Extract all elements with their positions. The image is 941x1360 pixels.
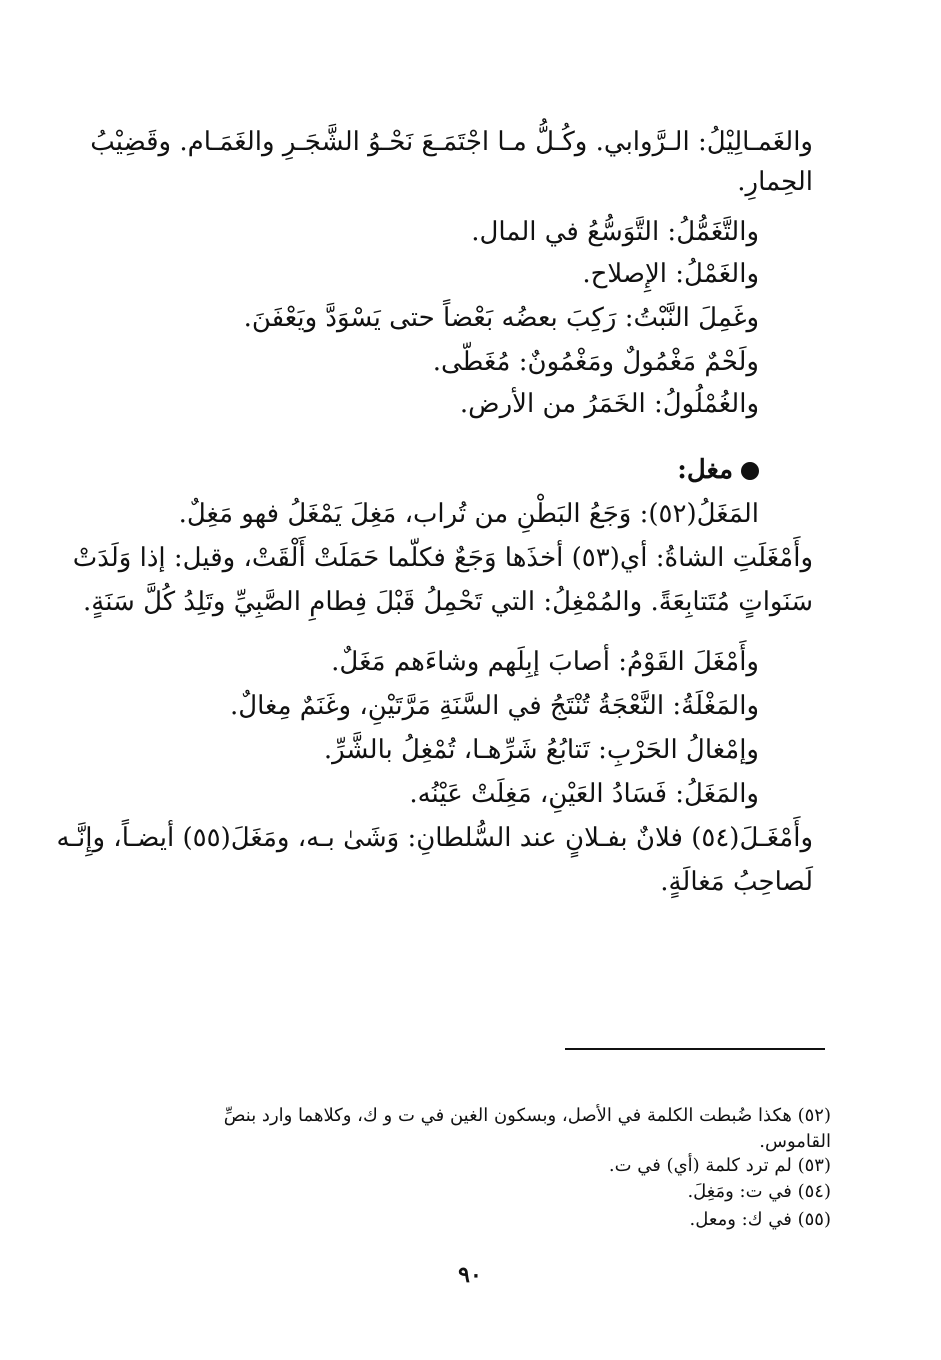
body-line: ولَحْمٌ مَغْمُولٌ ومَغْمُونٌ: مُغَطّى. [432, 347, 759, 377]
body-line: والغَمْلُ: الإِصلاح. [582, 259, 759, 289]
footnote: (٥٢) هكذا ضُبطت الكلمة في الأصل، وبسكون الغين في ت و ك، وكلاهما وارد بنصِّ [223, 1105, 831, 1126]
entry-line: وأَمْغَلَتِ الشاةُ: أي(٥٣) أخذَها وَجَعٌ فكلّما حَمَلَتْ أَلْقَتْ، وقيل: إذا وَلَدَتْ [72, 543, 813, 573]
entry-line: سَنَواتٍ مُتَتابِعَةً. والمُمْغِلُ: التي تَحْمِلُ قَبْلَ فِطامِ الصَّبِيِّ وتَلِدُ كُلَّ سَنَةٍ. [83, 587, 813, 617]
entry-line: والمَغَلُ: فَسَادُ العَيْنِ، مَغِلَتْ عَيْنُه. [409, 779, 759, 809]
footnote: (٥٤) في ت: ومَغِلَ. [687, 1181, 831, 1202]
entry-line: المَغَلُ(٥٢): وَجَعُ البَطْنِ من تُراب، مَغِلَ يَمْغَلُ فهو مَغِلٌ. [178, 499, 759, 529]
body-line: والتَّغَمُّلُ: التَّوَسُّعُ في المال. [471, 217, 759, 247]
entry-line: لَصاحِبُ مَغالَةٍ. [660, 867, 813, 897]
section-heading-text: مغل: [677, 455, 733, 485]
body-line: وغَمِلَ النَّبْتُ: رَكِبَ بعضُه بَعْضاً حتى يَسْوَدَّ ويَعْفَنَ. [243, 303, 759, 333]
body-line: الحِمارِ. [737, 167, 813, 197]
entry-line: وإمْغالُ الحَرْبِ: تَتابُعُ شَرِّهـا، تُمْغِلُ بالشَّرِّ. [323, 735, 759, 765]
entry-line: والمَغْلَةُ: النَّعْجَةُ تُنْتَجُ في السَّنَةِ مَرَّتَيْنِ، وغَنَمٌ مِغالٌ. [229, 691, 759, 721]
body-line: والغَمـالِيْلُ: الـرَّوابي. وكُـلُّ مـا اجْتَمَـعَ نَحْـوُ الشَّجَـرِ والغَمَـام. وقَضِيْبُ [90, 127, 813, 157]
page-number: ٩٠ [458, 1262, 482, 1288]
footnote: (٥٣) لم ترد كلمة (أي) في ت. [608, 1155, 831, 1176]
bullet-icon [741, 462, 759, 480]
entry-line: وأَمْغَـلَ(٥٤) فلانٌ بفـلانٍ عند السُّلطانِ: وَشَىٰ بـه، ومَغَلَ(٥٥) أيضـاً، وإِنَّـه [56, 823, 813, 853]
footnote: (٥٥) في ك: ومعل. [689, 1209, 831, 1230]
footnote-separator [565, 1048, 825, 1050]
footnote: القاموس. [759, 1131, 831, 1152]
entry-line: وأَمْغَلَ القَوْمُ: أصابَ إبِلَهم وشاءَهم مَغَلٌ. [331, 647, 759, 677]
section-heading [677, 450, 759, 490]
body-line: والغُمْلُولُ: الخَمَرُ من الأرض. [459, 389, 759, 419]
